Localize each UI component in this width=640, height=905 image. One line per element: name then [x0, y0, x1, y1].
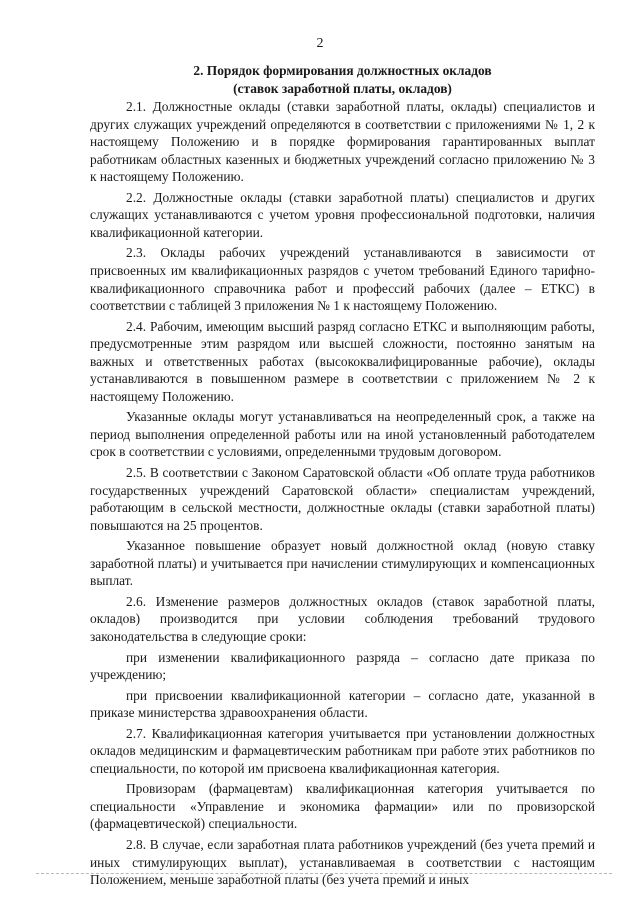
paragraph-2-4: 2.4. Рабочим, имеющим высший разряд согласно ЕТКС и выполняющим работы, предусмотренные этим разрядом или высшей сложности, постоянно занятым на важных и ответственных работах (высококвалифицированные рабочие), оклады устанавливаются в повышенном размере в соответствии с приложением № 2 к настоящему Положению. — [90, 318, 595, 404]
paragraph-2-5-note: Указанное повышение образует новый должностной оклад (новую ставку заработной платы) и учитывается при начислении стимулирующих и компенсационных выплат. — [90, 538, 595, 589]
page-bottom-edge — [36, 873, 612, 874]
section-title-line-2: (ставок заработной платы, окладов) — [233, 80, 452, 96]
paragraph-2-7-note: Провизорам (фармацевтам) квалификационная категория учитывается по специальности «Управление и экономика фармации» или по провизорской (фармацевтической) специальности. — [90, 781, 595, 832]
page-number: 2 — [316, 36, 324, 51]
paragraph-2-1: 2.1. Должностные оклады (ставки заработной платы, оклады) специалистов и других служащих учреждений определяются в соответствии с приложениями № 1, 2 к настоящему Положению и в порядке формирования гарантированных выплат работникам областных казенных и бюджетных учреждений согласно приложению № 3 к настоящему Положению. — [90, 99, 595, 185]
paragraph-2-6-item-1: при изменении квалификационного разряда – согласно дате приказа по учреждению; — [90, 649, 595, 683]
paragraph-2-3: 2.3. Оклады рабочих учреждений устанавливаются в зависимости от присвоенных им квалификационных разрядов с учетом требований Единого тарифно-квалификационного справочника работ и профессий рабочих (далее – ЕТКС) в соответствии с таблицей 3 приложения № 1 к настоящему Положению. — [90, 245, 595, 314]
paragraph-2-7: 2.7. Квалификационная категория учитывается при установлении должностных окладов медицинским и фармацевтическим работникам при работе этих работников по специальности, по которой им присвоена квалификационная категория. — [90, 725, 595, 776]
paragraph-2-5: 2.5. В соответствии с Законом Саратовской области «Об оплате труда работников государственных учреждений Саратовской области» специалистам учреждений, работающим в сельской местности, должностные оклады (ставки заработной платы) повышаются на 25 процентов. — [90, 465, 595, 533]
section-title — [90, 62, 595, 97]
document-body — [90, 62, 595, 889]
paragraph-2-6-item-2: при присвоении квалификационной категории – согласно дате, указанной в приказе министерства здравоохранения области. — [90, 687, 595, 721]
section-title-line-1: 2. Порядок формирования должностных окладов — [193, 63, 492, 78]
paragraph-2-6: 2.6. Изменение размеров должностных окладов (ставок заработной платы, окладов) производится при условии соблюдения требований трудового законодательства в следующие сроки: — [90, 593, 595, 644]
paragraph-2-8: 2.8. В случае, если заработная плата работников учреждений (без учета премий и иных стимулирующих выплат), устанавливаемая в соответствии с настоящим Положением, меньше заработной платы (без учета премий и иных — [90, 836, 595, 888]
paragraph-2-2: 2.2. Должностные оклады (ставки заработной платы) специалистов и других служащих устанавливаются с учетом уровня профессиональной подготовки, наличия квалификационной категории. — [90, 189, 595, 240]
paragraph-2-4-note: Указанные оклады могут устанавливаться на неопределенный срок, а также на период выполнения определенной работы или на иной установленный работодателем срок в соответствии с условиями, определенными трудовым договором. — [90, 409, 595, 460]
